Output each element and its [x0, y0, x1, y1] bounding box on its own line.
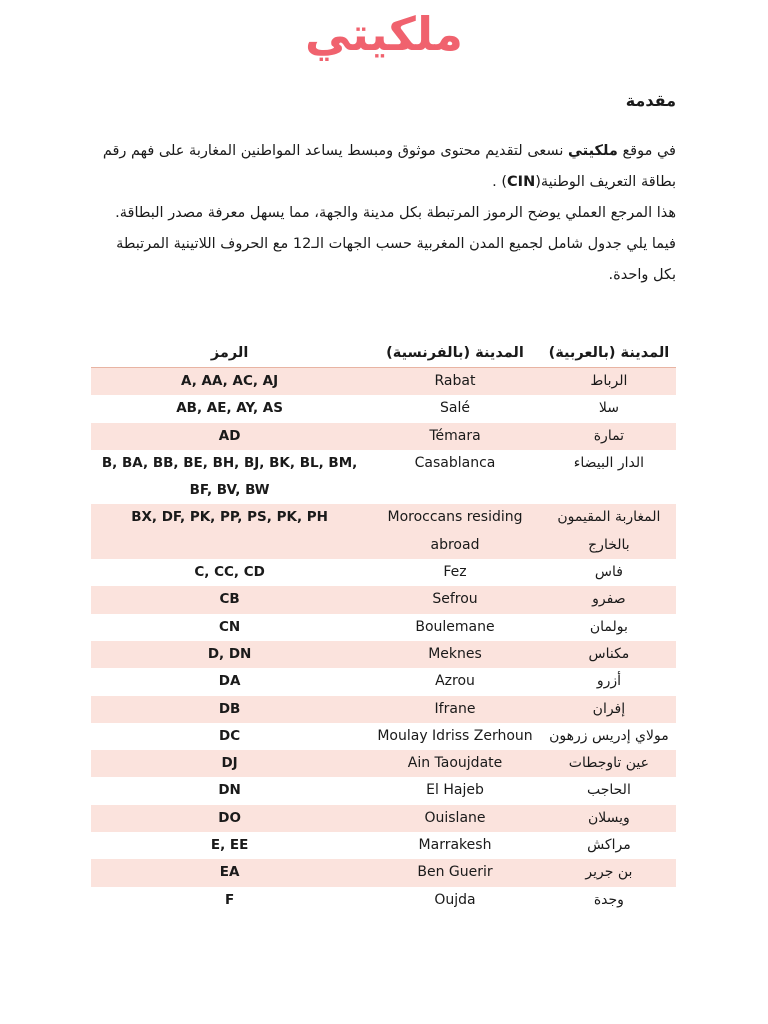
cell-code: E, EE — [210, 837, 249, 854]
cell-city-fr: Ifrane — [368, 696, 542, 723]
cell-city-fr: El Hajeb — [426, 782, 484, 799]
cell-code: DC — [219, 727, 241, 744]
intro-paragraph-2: هذا المرجع العملي يوضح الرموز المرتبطة بكل مدينة والجهة، مما يسهل معرفة مصدر البطاقة. — [115, 205, 676, 221]
cell-city-ar: مولاي إدريس زرهون — [549, 727, 669, 744]
cell-city-fr: Ain Taoujdate — [368, 750, 542, 777]
cell-code: DA — [218, 673, 241, 690]
cell-city-ar: صفرو — [542, 586, 676, 613]
table-row — [91, 368, 676, 396]
table-row — [91, 805, 676, 832]
table-row — [91, 586, 676, 613]
cell-code: AB, AE, AY, AS — [176, 400, 283, 417]
header-code: الرمز — [91, 338, 368, 368]
table-row — [91, 723, 676, 750]
cell-city-ar: عين تاوجطات — [542, 750, 676, 777]
table-row — [91, 641, 676, 668]
cell-code: DB — [91, 696, 368, 723]
table-row — [91, 668, 676, 695]
site-logo: ملكيتي — [304, 7, 464, 61]
intro-heading: مقدمة — [625, 91, 676, 110]
table-row — [91, 887, 676, 914]
cell-city-ar: ويسلان — [542, 805, 676, 832]
cell-city-ar: بولمان — [589, 618, 628, 635]
cell-city-fr: Casablanca — [414, 454, 496, 471]
cell-city-fr: Marrakesh — [418, 837, 492, 854]
cin-abbrev: CIN — [507, 174, 536, 190]
table-row — [91, 859, 676, 886]
table-row — [91, 750, 676, 777]
cell-city-ar: سلا — [598, 400, 619, 417]
table-row — [91, 559, 676, 586]
cell-city-ar: أزرو — [596, 673, 621, 690]
cell-city-ar: المغاربة المقيمون بالخارج — [542, 504, 676, 559]
cell-code: AD — [91, 423, 368, 450]
table-body — [91, 368, 676, 914]
cell-code: D, DN — [91, 641, 368, 668]
cell-city-fr: Témara — [368, 423, 542, 450]
cell-city-ar: وجدة — [593, 891, 624, 908]
cell-city-ar: الحاجب — [586, 782, 631, 799]
table-row — [91, 777, 676, 804]
cell-code: CB — [91, 586, 368, 613]
cell-city-ar: الرباط — [542, 368, 676, 396]
cell-city-fr: Meknes — [368, 641, 542, 668]
cell-code: B, BA, BB, BE, BH, BJ, BK, BL, BM, BF, BV, BW — [101, 454, 358, 499]
cell-city-fr: Fez — [443, 564, 467, 581]
table-row — [91, 696, 676, 723]
cell-code: BX, DF, PK, PP, PS, PK, PH — [91, 504, 368, 559]
cell-code: DN — [218, 782, 241, 799]
cell-code: CN — [218, 618, 241, 635]
p1-text-middle: نسعى لتقديم محتوى موثوق ومبسط يساعد المواطنين المغاربة على فهم رقم بطاقة التعريف الوطنية( — [102, 143, 676, 190]
table-row — [91, 450, 676, 505]
table-row — [91, 832, 676, 859]
cell-city-ar: مراكش — [587, 837, 631, 854]
p1-text-start: في موقع — [617, 143, 676, 159]
header-city-ar: المدينة (بالعربية) — [542, 338, 676, 368]
intro-paragraph-3: فيما يلي جدول شامل لجميع المدن المغربية حسب الجهات الـ12 مع الحروف اللاتينية المرتبطة بكل واحدة. — [116, 236, 676, 283]
cell-code: C, CC, CD — [194, 564, 265, 581]
intro-section — [91, 86, 676, 291]
cell-code: DJ — [91, 750, 368, 777]
cell-city-fr: Azrou — [435, 673, 475, 690]
cell-city-fr: Moroccans residing abroad — [368, 504, 542, 559]
cell-city-fr: Ben Guerir — [368, 859, 542, 886]
cell-code: EA — [91, 859, 368, 886]
cell-city-fr: Salé — [440, 400, 470, 417]
cell-city-fr: Moulay Idriss Zerhoun — [377, 727, 533, 744]
table-row — [91, 504, 676, 559]
table-row — [91, 614, 676, 641]
cell-city-fr: Ouislane — [368, 805, 542, 832]
cell-city-fr: Sefrou — [368, 586, 542, 613]
table-header-row — [91, 338, 676, 368]
cell-city-ar: فاس — [594, 564, 623, 581]
cell-code: A, AA, AC, AJ — [91, 368, 368, 396]
city-codes-table — [91, 338, 676, 914]
table-row — [91, 395, 676, 422]
cell-code: F — [224, 891, 235, 908]
intro-paragraph-1 — [91, 136, 676, 198]
cell-city-fr: Boulemane — [415, 618, 495, 635]
header-city-fr: المدينة (بالفرنسية) — [368, 338, 542, 368]
cell-code: DO — [91, 805, 368, 832]
p1-text-end: ) . — [492, 174, 508, 190]
cell-city-ar: تمارة — [542, 423, 676, 450]
cell-city-ar: الدار البيضاء — [573, 454, 644, 471]
cell-city-fr: Rabat — [368, 368, 542, 396]
cell-city-fr: Oujda — [434, 891, 476, 908]
table-row — [91, 423, 676, 450]
cell-city-ar: مكناس — [542, 641, 676, 668]
brand-name: ملكيتي — [568, 143, 618, 159]
cell-city-ar: بن جرير — [542, 859, 676, 886]
cell-city-ar: إفران — [542, 696, 676, 723]
